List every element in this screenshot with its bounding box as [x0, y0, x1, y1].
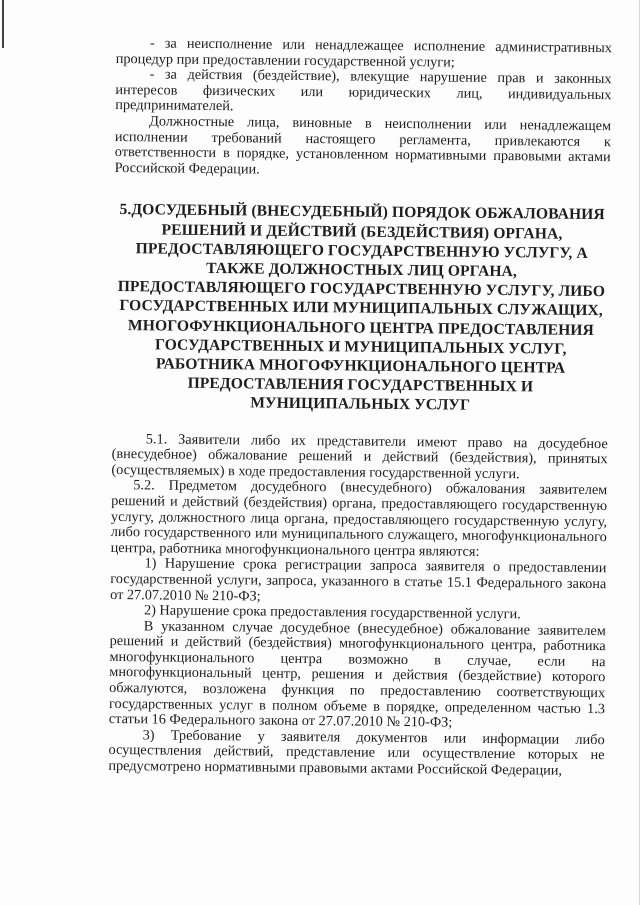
paragraph-5-1: 5.1. Заявители либо их представители имеют право на досудебное (внесудебное) обжалование решений и действий (бездействия), принятых (осуществляемых) в ходе предоставления государственной услуги. — [111, 430, 608, 483]
scan-edge-mark — [2, 0, 4, 48]
section-5-heading: 5.ДОСУДЕБНЫЙ (ВНЕСУДЕБНЫЙ) ПОРЯДОК ОБЖАЛОВАНИЯ РЕШЕНИЙ И ДЕЙСТВИЙ (БЕЗДЕЙСТВИЯ) ОРГАНА, ПРЕДОСТАВЛЯЮЩЕГО ГОСУДАРСТВЕННУЮ УСЛУГУ, А ТАКЖЕ ДОЛЖНОСТНЫХ ЛИЦ ОРГАНА, ПРЕДОСТАВЛЯЮЩЕГО ГОСУДАРСТВЕННУЮ УСЛУГУ, ЛИБО ГОСУДАРСТВЕННЫХ ИЛИ МУНИЦИПАЛЬНЫХ СЛУЖАЩИХ, МНОГОФУНКЦИОНАЛЬНОГО ЦЕНТРА ПРЕДОСТАВЛЕНИЯ ГОСУДАРСТВЕННЫХ И МУНИЦИПАЛЬНЫХ УСЛУГ, РАБОТНИКА МНОГОФУНКЦИОНАЛЬНОГО ЦЕНТРА ПРЕДОСТАВЛЕНИЯ ГОСУДАРСТВЕННЫХ И МУНИЦИПАЛЬНЫХ УСЛУГ — [117, 201, 606, 415]
list-item-1: 1) Нарушение срока регистрации запроса заявителя о предоставлении государственной услуги, запроса, указанного в статье 15.1 Федерального закона от 27.07.2010 № 210-ФЗ; — [110, 555, 607, 605]
intro-paragraph-liability: Должностные лица, виновные в неисполнении или ненадлежащем исполнении требований настоящего регламента, привлекаются к ответственности в порядке, установленном нормативными правовыми актами Российской Федерации. — [114, 113, 612, 178]
intro-item-nonperformance: - за неисполнение или ненадлежащее исполнение административных процедур при предоставлении государственной услуги; — [115, 35, 612, 71]
list-item-3: 3) Требование у заявителя документов или информации либо осуществления действий, представление или осуществление которых не предусмотрено нормативными правовыми актами Российской Федерации, — [108, 727, 605, 779]
document-content — [108, 36, 612, 780]
paragraph-mfc-case: В указанном случае досудебное (внесудебное) обжалование заявителем решений и действий (бездействия) многофункционального центра, работника многофункционального центра возможно в случае, если на многофункциональный центр, решения и действия (бездействие) которого обжалуются, возложена функция по предоставлению соответствующих государственных услуг в полном объеме в порядке, определенном частью 1.3 статьи 16 Федерального закона от 27.07.2010 № 210-ФЗ; — [108, 618, 606, 731]
list-item-2: 2) Нарушение срока предоставления государственной услуги. — [143, 602, 521, 623]
paragraph-5-2: 5.2. Предметом досудебного (внесудебного) обжалования заявителем решений и действий (бездействия) органа, предоставляющего государственную услугу, должностного лица органа, предоставляющего государственную услугу, либо государственного или муниципального служащего, многофункционального центра, работника многофункционального центра являются: — [110, 477, 608, 560]
intro-item-actions: - за действия (бездействие), влекущие нарушение прав и законных интересов физических или юридических лиц, индивидуальных предпринимателей. — [115, 66, 612, 115]
